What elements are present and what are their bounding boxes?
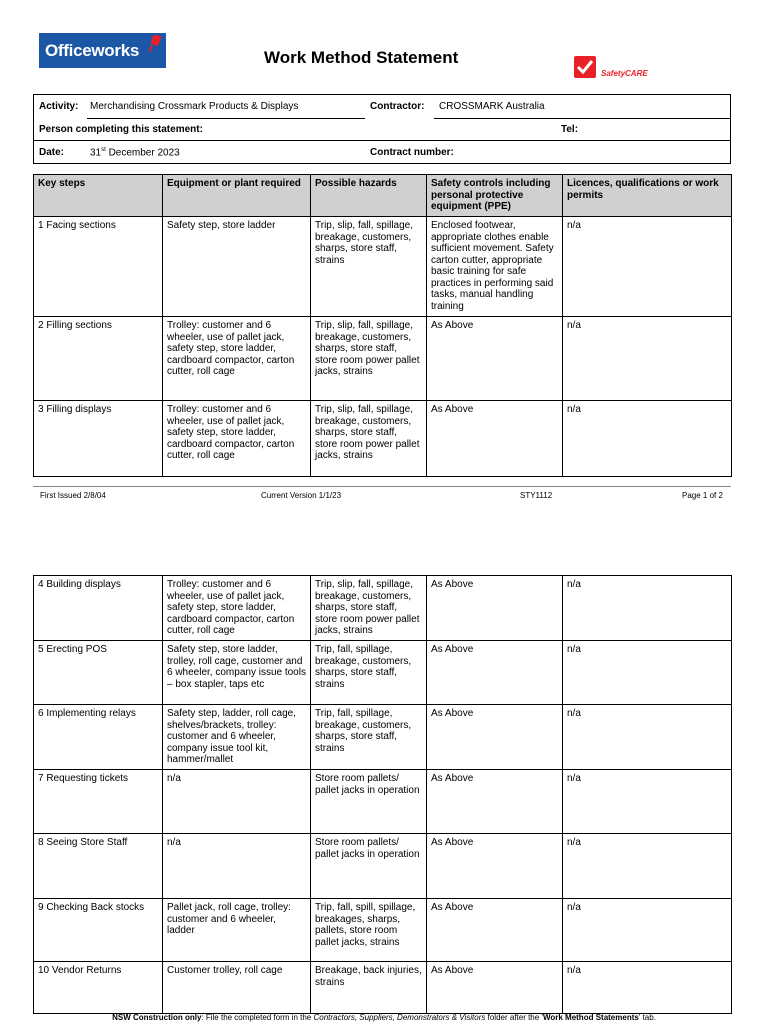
col-key-steps: Key steps <box>34 175 163 217</box>
contractor-value: CROSSMARK Australia <box>439 101 545 112</box>
cell-equipment: Trolley: customer and 6 wheeler, use of pallet jack, safety step, store ladder, cardboard compactor, carton cutter, roll cage <box>163 401 311 477</box>
cell-licences: n/a <box>563 770 732 834</box>
cell-step: 6 Implementing relays <box>34 705 163 770</box>
cell-step: 10 Vendor Returns <box>34 962 163 1014</box>
cell-equipment: Trolley: customer and 6 wheeler, use of pallet jack, safety step, store ladder, cardboard compactor, carton cutter, roll cage <box>163 576 311 641</box>
cell-licences: n/a <box>563 317 732 401</box>
cell-controls: Enclosed footwear, appropriate clothes enable sufficient movement. Safety carton cutter, appropriate basic training for safe practices in performing said tasks, manual handling training <box>427 217 563 317</box>
cell-controls: As Above <box>427 899 563 962</box>
table-row <box>34 317 732 401</box>
table-row <box>34 641 732 705</box>
cell-licences: n/a <box>563 217 732 317</box>
col-equipment: Equipment or plant required <box>163 175 311 217</box>
table-row <box>34 401 732 477</box>
safetycare-logo <box>574 56 664 82</box>
col-hazards: Possible hazards <box>311 175 427 217</box>
cell-licences: n/a <box>563 962 732 1014</box>
first-issued: First Issued 2/8/04 <box>40 491 106 500</box>
table-row <box>34 899 732 962</box>
cell-controls: As Above <box>427 770 563 834</box>
table-row <box>34 576 732 641</box>
cell-controls: As Above <box>427 641 563 705</box>
cell-licences: n/a <box>563 641 732 705</box>
work-method-table-page1 <box>33 174 732 477</box>
cell-controls: As Above <box>427 576 563 641</box>
cell-licences: n/a <box>563 834 732 899</box>
cell-hazards: Trip, slip, fall, spillage, breakage, customers, sharps, store staff, strains <box>311 217 427 317</box>
date-label: Date: <box>39 147 65 158</box>
cell-hazards: Trip, slip, fall, spillage, breakage, customers, sharps, store staff, store room power pallet jacks, strains <box>311 576 427 641</box>
cell-equipment: Pallet jack, roll cage, trolley: customer and 6 wheeler, ladder <box>163 899 311 962</box>
cell-hazards: Trip, fall, spillage, breakage, customers, sharps, store staff, strains <box>311 705 427 770</box>
cell-equipment: Trolley: customer and 6 wheeler, use of pallet jack, safety step, store ladder, cardboard compactor, carton cutter, roll cage <box>163 317 311 401</box>
nsw-construction-note: NSW Construction only: File the completed form in the Contractors, Suppliers, Demonstrators & Visitors folder after the 'Work Method Statements' tab. <box>112 1013 656 1022</box>
logo-text: Officeworks <box>45 41 140 60</box>
person-label: Person completing this statement: <box>39 124 203 135</box>
contractor-label: Contractor: <box>370 101 425 112</box>
cell-hazards: Store room pallets/ pallet jacks in operation <box>311 770 427 834</box>
cell-hazards: Store room pallets/ pallet jacks in operation <box>311 834 427 899</box>
cell-equipment: n/a <box>163 834 311 899</box>
statement-header <box>33 94 731 164</box>
page-title: Work Method Statement <box>264 48 459 67</box>
tel-label: Tel: <box>561 124 579 135</box>
work-method-table-page2 <box>33 575 732 1014</box>
table-row <box>34 834 732 899</box>
table-row <box>34 217 732 317</box>
date-value: 31st December 2023 <box>90 147 180 159</box>
cell-controls: As Above <box>427 401 563 477</box>
cell-equipment: Safety step, ladder, roll cage, shelves/brackets, trolley: customer and 6 wheeler, company issue tool kit, hammer/mallet <box>163 705 311 770</box>
table-row <box>34 705 732 770</box>
cell-step: 2 Filling sections <box>34 317 163 401</box>
officeworks-logo <box>39 33 166 68</box>
cell-equipment: Safety step, store ladder <box>163 217 311 317</box>
cell-hazards: Trip, slip, fall, spillage, breakage, customers, sharps, store staff, store room power pallet jacks, strains <box>311 317 427 401</box>
cell-hazards: Breakage, back injuries, strains <box>311 962 427 1014</box>
contract-number-label: Contract number: <box>370 147 454 158</box>
cell-hazards: Trip, fall, spillage, breakage, customers, sharps, store staff, strains <box>311 641 427 705</box>
table-header-row <box>34 175 732 217</box>
table-row <box>34 770 732 834</box>
cell-controls: As Above <box>427 705 563 770</box>
cell-licences: n/a <box>563 899 732 962</box>
cell-step: 3 Filling displays <box>34 401 163 477</box>
cell-controls: As Above <box>427 962 563 1014</box>
cell-licences: n/a <box>563 576 732 641</box>
footer-divider <box>33 486 731 487</box>
cell-licences: n/a <box>563 705 732 770</box>
cell-licences: n/a <box>563 401 732 477</box>
cell-equipment: n/a <box>163 770 311 834</box>
table-row <box>34 962 732 1014</box>
checkmark-icon <box>574 56 596 78</box>
cell-hazards: Trip, slip, fall, spillage, breakage, customers, sharps, store staff, store room power pallet jacks, strains <box>311 401 427 477</box>
current-version: Current Version 1/1/23 <box>261 491 342 500</box>
cell-step: 5 Erecting POS <box>34 641 163 705</box>
document-code: STY1112 <box>520 491 553 500</box>
cell-hazards: Trip, fall, spill, spillage, breakages, sharps, pallets, store room pallet jacks, strains <box>311 899 427 962</box>
cell-step: 1 Facing sections <box>34 217 163 317</box>
safetycare-text: SafetyCARE <box>601 69 648 78</box>
cell-step: 4 Building displays <box>34 576 163 641</box>
cell-step: 7 Requesting tickets <box>34 770 163 834</box>
page-number: Page 1 of 2 <box>682 491 723 500</box>
col-licences: Licences, qualifications or work permits <box>563 175 732 217</box>
activity-value: Merchandising Crossmark Products & Displays <box>90 101 299 112</box>
cell-controls: As Above <box>427 317 563 401</box>
pin-icon <box>148 35 162 53</box>
activity-label: Activity: <box>39 101 79 112</box>
cell-equipment: Customer trolley, roll cage <box>163 962 311 1014</box>
cell-controls: As Above <box>427 834 563 899</box>
col-controls: Safety controls including personal protective equipment (PPE) <box>427 175 563 217</box>
cell-step: 8 Seeing Store Staff <box>34 834 163 899</box>
cell-step: 9 Checking Back stocks <box>34 899 163 962</box>
cell-equipment: Safety step, store ladder, trolley, roll cage, customer and 6 wheeler, company issue tools – box stapler, taps etc <box>163 641 311 705</box>
